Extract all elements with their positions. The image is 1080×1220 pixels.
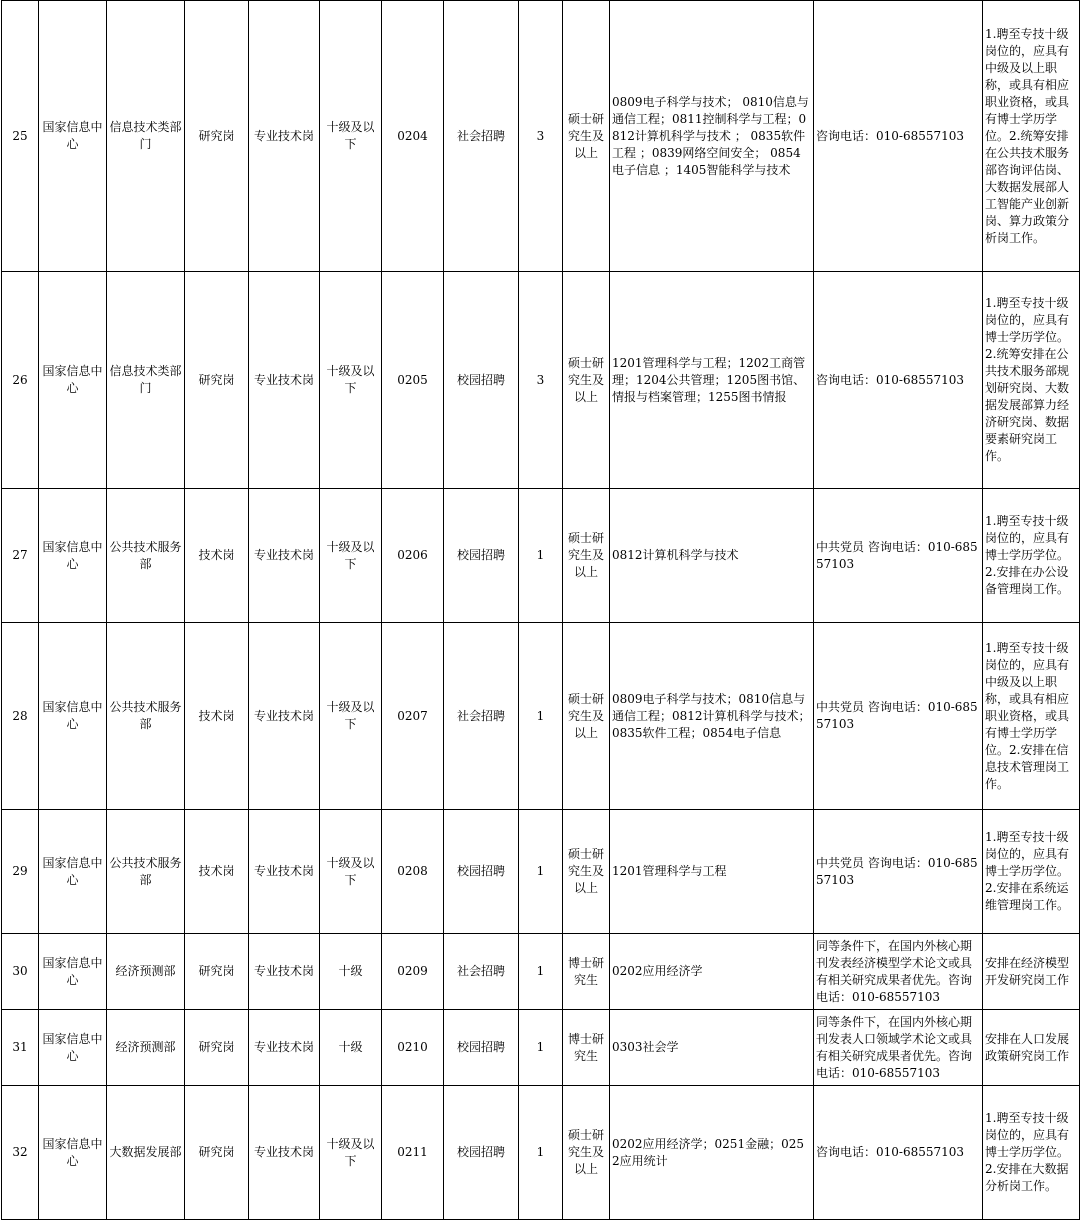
table-row [2, 934, 1080, 1010]
post-code-cell: 0209 [382, 934, 444, 1010]
recruit-type-cell: 校园招聘 [444, 489, 519, 623]
education-requirement-cell: 硕士研究生及以上 [563, 1086, 610, 1220]
remark-cell: 1.聘至专技十级岗位的，应具有博士学历学位。2.安排在系统运维管理岗工作。 [983, 810, 1080, 934]
major-requirement-cell: 0809电子科学与技术； 0810信息与通信工程；0811控制科学与工程；0812计算机科学与技术 ； 0835软件工程 ；0839网络空间安全； 0854电子信息 ；1405智能科学与技术 [610, 1, 814, 272]
job-posting-table [1, 0, 1080, 1220]
remark-cell: 安排在人口发展政策研究岗工作 [983, 1010, 1080, 1086]
post-name-cell: 研究岗 [185, 272, 249, 489]
post-code-cell: 0208 [382, 810, 444, 934]
unit-name-cell: 国家信息中心 [39, 1010, 107, 1086]
education-requirement-cell: 硕士研究生及以上 [563, 272, 610, 489]
table-row [2, 1010, 1080, 1086]
post-level-cell: 十级 [320, 1010, 382, 1086]
recruit-type-cell: 校园招聘 [444, 272, 519, 489]
unit-name-cell: 国家信息中心 [39, 623, 107, 810]
major-requirement-cell: 0202应用经济学；0251金融；0252应用统计 [610, 1086, 814, 1220]
other-requirement-cell: 同等条件下，在国内外核心期刊发表人口领域学术论文或具有相关研究成果者优先。咨询电话：010-68557103 [814, 1010, 983, 1086]
row-number-cell: 32 [2, 1086, 39, 1220]
department-cell: 信息技术类部门 [107, 1, 185, 272]
unit-name-cell: 国家信息中心 [39, 934, 107, 1010]
education-requirement-cell: 硕士研究生及以上 [563, 489, 610, 623]
unit-name-cell: 国家信息中心 [39, 1086, 107, 1220]
department-cell: 公共技术服务部 [107, 623, 185, 810]
row-number-cell: 26 [2, 272, 39, 489]
headcount-cell: 1 [519, 1010, 563, 1086]
post-category-cell: 专业技术岗 [249, 810, 320, 934]
table-row [2, 810, 1080, 934]
table-row [2, 623, 1080, 810]
post-name-cell: 研究岗 [185, 1010, 249, 1086]
major-requirement-cell: 1201管理科学与工程 [610, 810, 814, 934]
other-requirement-cell: 咨询电话：010-68557103 [814, 1086, 983, 1220]
post-category-cell: 专业技术岗 [249, 1086, 320, 1220]
education-requirement-cell: 博士研究生 [563, 934, 610, 1010]
post-category-cell: 专业技术岗 [249, 1, 320, 272]
row-number-cell: 29 [2, 810, 39, 934]
headcount-cell: 1 [519, 810, 563, 934]
recruit-type-cell: 校园招聘 [444, 1086, 519, 1220]
major-requirement-cell: 0303社会学 [610, 1010, 814, 1086]
department-cell: 经济预测部 [107, 934, 185, 1010]
remark-cell: 1.聘至专技十级岗位的，应具有中级及以上职称，或具有相应职业资格，或具有博士学历学位。2.安排在信息技术管理岗工作。 [983, 623, 1080, 810]
post-level-cell: 十级及以下 [320, 1086, 382, 1220]
unit-name-cell: 国家信息中心 [39, 489, 107, 623]
post-code-cell: 0204 [382, 1, 444, 272]
remark-cell: 1.聘至专技十级岗位的，应具有博士学历学位。2.安排在大数据分析岗工作。 [983, 1086, 1080, 1220]
post-name-cell: 研究岗 [185, 934, 249, 1010]
headcount-cell: 1 [519, 1086, 563, 1220]
headcount-cell: 1 [519, 934, 563, 1010]
post-name-cell: 研究岗 [185, 1, 249, 272]
post-category-cell: 专业技术岗 [249, 623, 320, 810]
headcount-cell: 1 [519, 623, 563, 810]
recruit-type-cell: 校园招聘 [444, 1010, 519, 1086]
other-requirement-cell: 咨询电话：010-68557103 [814, 272, 983, 489]
education-requirement-cell: 博士研究生 [563, 1010, 610, 1086]
unit-name-cell: 国家信息中心 [39, 810, 107, 934]
table-row [2, 1, 1080, 272]
major-requirement-cell: 0809电子科学与技术；0810信息与通信工程；0812计算机科学与技术；0835软件工程；0854电子信息 [610, 623, 814, 810]
headcount-cell: 1 [519, 489, 563, 623]
recruit-type-cell: 校园招聘 [444, 810, 519, 934]
post-code-cell: 0205 [382, 272, 444, 489]
table-row [2, 272, 1080, 489]
other-requirement-cell: 中共党员 咨询电话：010-68557103 [814, 810, 983, 934]
table-row [2, 1086, 1080, 1220]
post-code-cell: 0211 [382, 1086, 444, 1220]
department-cell: 公共技术服务部 [107, 489, 185, 623]
other-requirement-cell: 咨询电话：010-68557103 [814, 1, 983, 272]
recruit-type-cell: 社会招聘 [444, 934, 519, 1010]
major-requirement-cell: 0812计算机科学与技术 [610, 489, 814, 623]
table-row [2, 489, 1080, 623]
department-cell: 大数据发展部 [107, 1086, 185, 1220]
post-category-cell: 专业技术岗 [249, 934, 320, 1010]
other-requirement-cell: 中共党员 咨询电话：010-68557103 [814, 623, 983, 810]
department-cell: 经济预测部 [107, 1010, 185, 1086]
post-category-cell: 专业技术岗 [249, 272, 320, 489]
row-number-cell: 31 [2, 1010, 39, 1086]
post-level-cell: 十级及以下 [320, 489, 382, 623]
table-body [2, 1, 1080, 1220]
row-number-cell: 28 [2, 623, 39, 810]
unit-name-cell: 国家信息中心 [39, 272, 107, 489]
post-level-cell: 十级及以下 [320, 623, 382, 810]
post-category-cell: 专业技术岗 [249, 489, 320, 623]
post-name-cell: 技术岗 [185, 810, 249, 934]
post-name-cell: 技术岗 [185, 623, 249, 810]
post-category-cell: 专业技术岗 [249, 1010, 320, 1086]
row-number-cell: 27 [2, 489, 39, 623]
post-level-cell: 十级及以下 [320, 1, 382, 272]
post-level-cell: 十级及以下 [320, 810, 382, 934]
headcount-cell: 3 [519, 1, 563, 272]
department-cell: 公共技术服务部 [107, 810, 185, 934]
other-requirement-cell: 中共党员 咨询电话：010-68557103 [814, 489, 983, 623]
department-cell: 信息技术类部门 [107, 272, 185, 489]
headcount-cell: 3 [519, 272, 563, 489]
unit-name-cell: 国家信息中心 [39, 1, 107, 272]
post-code-cell: 0207 [382, 623, 444, 810]
post-code-cell: 0210 [382, 1010, 444, 1086]
post-level-cell: 十级及以下 [320, 272, 382, 489]
education-requirement-cell: 硕士研究生及以上 [563, 1, 610, 272]
education-requirement-cell: 硕士研究生及以上 [563, 623, 610, 810]
post-code-cell: 0206 [382, 489, 444, 623]
recruit-type-cell: 社会招聘 [444, 623, 519, 810]
remark-cell: 1.聘至专技十级岗位的，应具有博士学历学位。2.安排在办公设备管理岗工作。 [983, 489, 1080, 623]
major-requirement-cell: 1201管理科学与工程；1202工商管理；1204公共管理；1205图书馆、情报与档案管理；1255图书情报 [610, 272, 814, 489]
remark-cell: 安排在经济模型开发研究岗工作 [983, 934, 1080, 1010]
other-requirement-cell: 同等条件下，在国内外核心期刊发表经济模型学术论文或具有相关研究成果者优先。咨询电话：010-68557103 [814, 934, 983, 1010]
remark-cell: 1.聘至专技十级岗位的，应具有中级及以上职称，或具有相应职业资格，或具有博士学历学位。2.统筹安排在公共技术服务部咨询评估岗、大数据发展部人工智能产业创新岗、算力政策分析岗工作。 [983, 1, 1080, 272]
education-requirement-cell: 硕士研究生及以上 [563, 810, 610, 934]
post-name-cell: 研究岗 [185, 1086, 249, 1220]
row-number-cell: 30 [2, 934, 39, 1010]
major-requirement-cell: 0202应用经济学 [610, 934, 814, 1010]
row-number-cell: 25 [2, 1, 39, 272]
remark-cell: 1.聘至专技十级岗位的，应具有博士学历学位。2.统筹安排在公共技术服务部规划研究岗、大数据发展部算力经济研究岗、数据要素研究岗工作。 [983, 272, 1080, 489]
post-name-cell: 技术岗 [185, 489, 249, 623]
recruit-type-cell: 社会招聘 [444, 1, 519, 272]
post-level-cell: 十级 [320, 934, 382, 1010]
